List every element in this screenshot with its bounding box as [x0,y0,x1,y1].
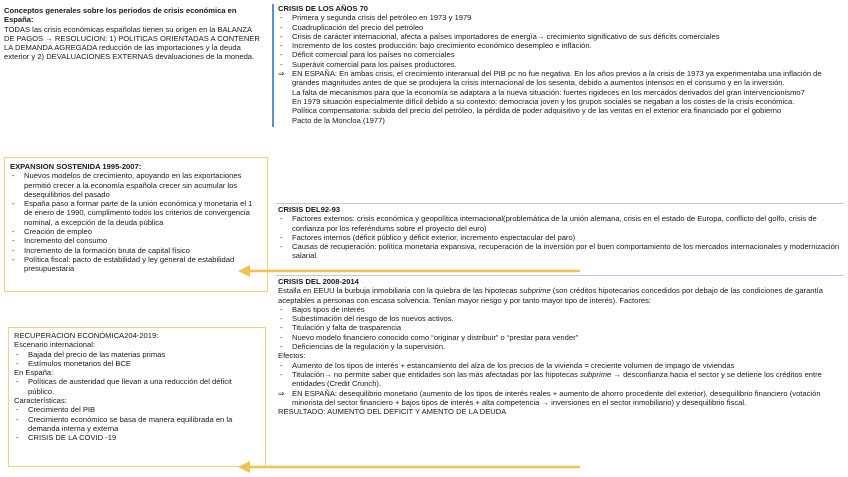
char-label: Características: [14,396,67,406]
crisis-08-spain-text: EN ESPAÑA: desequilibrio monetario (aumento de los tipos de interés reales + aumento de ahorro procedente del exterior), desequilibrio financiero (votación minorista del sector financiero + bajos tipos de interés + alta competencia → inversiones en el sector inmobiliario) y desequilibrio fiscal. [292,388,821,407]
crisis-92-title: CRISIS DEL92-93 [278,205,341,214]
list-item: - Nuevo modelo financiero conocido como “originar y distribuir” o “prestar para vender” [278,333,844,342]
list-item: - Primera y segunda crisis del petróleo en 1973 y 1979 [278,13,844,22]
list-item: - Déficit comercial para los países no comerciales [278,50,844,59]
list-item: - Cuadruplicación del precio del petróleo [278,23,844,32]
list-item: - Subestimación del riesgo de los nuevos activos. [278,314,844,323]
crisis-70-para: En 1979 situación especialmente difícil debido a su contexto: democracia joven y los grupos sociales se negaban a los costes de la crisis económica. [292,96,795,106]
list-item: - Nuevos modelos de crecimiento, apoyando en las exportaciones permitió crecer a la economía española crecer sin acumular los desequilibrios del pasado [10,171,262,199]
crisis-08-title: CRISIS DEL 2008-2014 [278,277,359,286]
list-item: - Estímulos monetarios del BCE [14,359,260,368]
intro-body: TODAS las crisis económicas españolas tienen su origen en la BALANZA DE PAGOS → RESOLUCION: 1) POLITICAS ORIENTADAS A CONTENER LA DEMANDA AGREGADA reducción de las importaciones y la deuda exterior y 2) DEVALUACIONES EXTERNAS devaluaciones de la moneda. [4,24,260,62]
arrow-to-expansion [238,265,580,277]
spain-label: En España: [14,368,54,378]
list-item: - Factores internos (déficit público y déficit exterior, incremento espectacular del paro) [278,233,844,242]
recuperacion-title: RECUPERACION ECONÓMICA204-2019: [14,331,159,340]
list-item: - Incremento del consumo [10,236,262,245]
list-item: - Deficiencias de la regulación y la supervisión. [278,342,844,351]
effect-text: Titulación→ no permite saber que entidades son las más afectadas por las hipotecas [292,369,581,379]
list-item: - Incremento de los costes producción: bajo crecimiento económico desempleo e inflación. [278,41,844,50]
effects-label: Efectos: [278,351,306,361]
list-item: - Crecimiento económico se basa de manera equilibrada en la demanda interna y externa [14,415,260,434]
expansion-title: EXPANSION SOSTENIDA 1995-2007: [10,162,142,171]
list-item: - Crecimiento del PIB [14,405,260,414]
effect-emphasis: subprime [580,369,612,379]
list-item: - Incremento de la formación bruta de capital físico [10,246,262,255]
crisis-70-para: Pacto de la Moncloa (1977) [292,115,385,125]
list-item: - Titulación y falta de trasparencia [278,323,844,332]
list-item: - Bajada del precio de las materias primas [14,350,260,359]
intro-emphasis: subprime [519,286,551,296]
list-item: - Política fiscal: pacto de estabilidad y ley general de estabilidad presupuestaria [10,255,262,274]
list-item: - Factores externos: crisis económica y geopolítica internacional(problemática de la unión alemana, crisis en el estado de Europa, conflicto del golfo, crisis de confianza por los referéndums sobre el proyecto del euro) [278,214,844,233]
crisis-70-spain-lead: EN ESPAÑA: En ambas crisis, el crecimiento interanual del PIB pc no fue negativa. En los años previos a la crisis de 1973 ya experimentaba una inflación de grandes magnitudes antes de que se produjera la crisis internacional de los sesenta, debido a aumentos intensos en el consumo y en la inversión. [292,69,822,88]
effect-text: → desconfianza hacia el sector y se detiene los créditos entre entidades (Credit Crunch). [292,369,822,389]
crisis-70-title: CRISIS DE LOS AÑOS 70 [278,4,369,13]
crisis-70-para: Política compensatoria: subida del precio del petróleo, la pérdida de poder adquisitivo y de las ventas en el exterior era financiado por el gobierno [292,106,782,116]
crisis-08-result: RESULTADO: AUMENTO DEL DEFICIT Y AMENTO DE LA DEUDA [278,407,507,417]
list-item: - Bajos tipos de interés [278,305,844,314]
list-item: - CRISIS DE LA COVID -19 [14,433,260,442]
list-item: - Superávit comercial para los países productores. [278,60,844,69]
intro-title: Conceptos generales sobre los periodos de crisis económica en España: [4,6,237,25]
list-item: - España paso a formar parte de la unión económica y monetaria el 1 de enero de 1990, cumplimento todos los criterios de convergencia nominal, a excepción de la deuda pública [10,199,262,227]
intro-text: (son créditos hipotecarios concedidos por debajo de las condiciones de garantía aceptables a personas con escasa solvencia. Tenían mayor riesgo y por tanto mayor tipo de interés). Factores: [278,286,823,305]
intl-label: Escenario internacional: [14,340,96,350]
double-arrow-icon: ⇒ [278,388,285,398]
list-item: - Causas de recuperación: política monetaria expansiva, recuperación de la inversión por el buen comportamiento de los mercados internacionales y modernización salarial. [278,242,844,261]
list-item: - Políticas de austeridad que llevan a una reducción del déficit público. [14,377,260,396]
double-arrow-icon: ⇒ [278,69,285,79]
list-item: - Crisis de carácter internacional, afecta a países importadores de energía→ crecimiento significativo de sus déficits comerciales [278,32,844,41]
arrow-to-recuperacion [238,461,580,473]
intro-text: Estalla en EEUU la burbuja inmobiliaria con la quiebra de las hipotecas [278,286,520,296]
crisis-70-para: La falta de mecanismos para que la economía se adaptara a la nueva situación: fuertes rigideces en los mercados derivados del gran intervencionismo7 [292,87,805,97]
list-item: - Creación de empleo [10,227,262,236]
list-item: - Aumento de los tipos de interés + estancamiento del alza de los precios de la vivienda = creciente volumen de impago de viviendas [278,361,844,370]
